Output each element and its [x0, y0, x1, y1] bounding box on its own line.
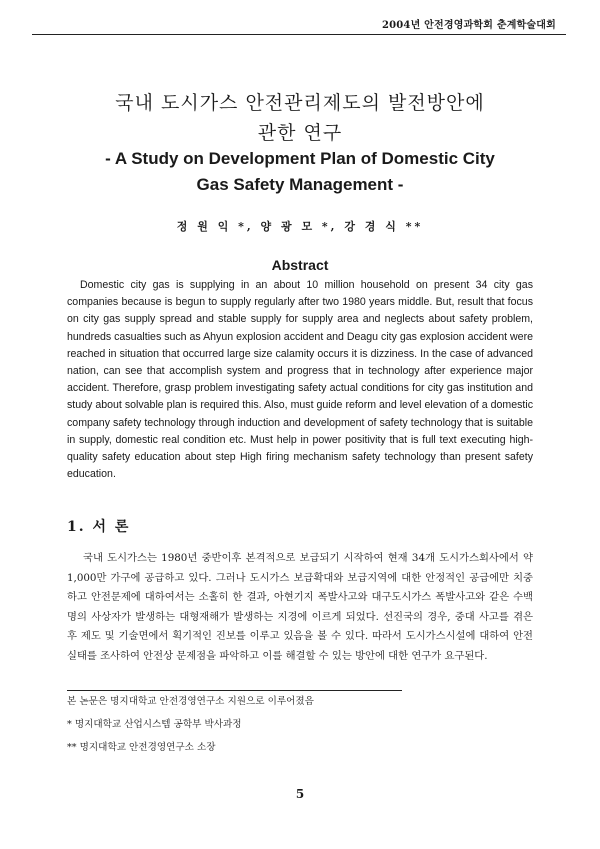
- korean-title-line-1: 국내 도시가스 안전관리제도의 발전방안에: [115, 92, 485, 114]
- section-heading-introduction: 1. 서 론: [67, 519, 131, 535]
- abstract-text: Domestic city gas is supplying in an about 10 million household on present 34 city gas companies because is begun to supply regularly after two 1980 years middle. But, result that focus on city gas supply spread and stable supply for supply area and neglects about safety problem, hundreds casualties such as Ahyun explosion accident and Deagu city gas explosion accident were reached in situation that occurred large size calamity occurs it is dizziness. In the case of advanced nation, can see that accomplish system and progress that in technology after experience major accident. Therefore, grasp problem investigating safety actual conditions for city gas institution and study about solvable plan is required this. Also, must guide reform and level elevation of a domestic company safety technology through induction and development of safety technology that is suitable in supply, domestic real condition etc. Must help in power positivity that is full text executing high-quality safety education about step High firing mechanism safety technology than present safety education.: [67, 279, 533, 481]
- footnote-rule: [67, 690, 402, 691]
- introduction-paragraph: 국내 도시가스는 1980년 중반이후 본격적으로 보급되기 시작하여 현재 34개 도시가스회사에서 약 1,000만 가구에 공급하고 있다. 그러나 도시가스 보급확대와 보급지역에 대한 안정적인 공급에만 치중하고 안전문제에 대하여서는 소홀히 한 결과, 아현기지 폭발사고와 대구도시가스 폭발사고와 같은 수백 명의 사상자가 발생하는 대형재해가 발생하는 지경에 이르게 되었다. 선진국의 경우, 중대 사고를 겪은 후 제도 및 기술면에서 획기적인 진보를 이루고 있음을 볼 수 있다. 따라서 도시가스시설에 대하여 안전실태를 조사하여 안전상 문제점을 파악하고 이를 해결할 수 있는 방안에 대한 연구가 요구된다.: [67, 552, 533, 662]
- english-title-line-1: - A Study on Development Plan of Domestic City: [105, 149, 495, 168]
- footnote-author-affiliation-2: ** 명지대학교 안전경영연구소 소장: [67, 742, 216, 753]
- footnote-author-affiliation-1: * 명지대학교 산업시스템 공학부 박사과정: [67, 719, 242, 730]
- abstract-heading: Abstract: [271, 257, 329, 273]
- korean-title-line-2: 관한 연구: [257, 122, 343, 144]
- header-rule: [32, 34, 566, 35]
- running-header: 2004년 안전경영과학회 춘계학술대회: [381, 20, 556, 31]
- author-list: 정 원 익 *, 양 광 모 *, 강 경 식 **: [176, 220, 424, 233]
- english-title-line-2: Gas Safety Management -: [196, 175, 404, 194]
- page-number: 5: [295, 787, 305, 801]
- footnote-funding: 본 논문은 명지대학교 안전경영연구소 지원으로 이루어졌음: [67, 696, 314, 707]
